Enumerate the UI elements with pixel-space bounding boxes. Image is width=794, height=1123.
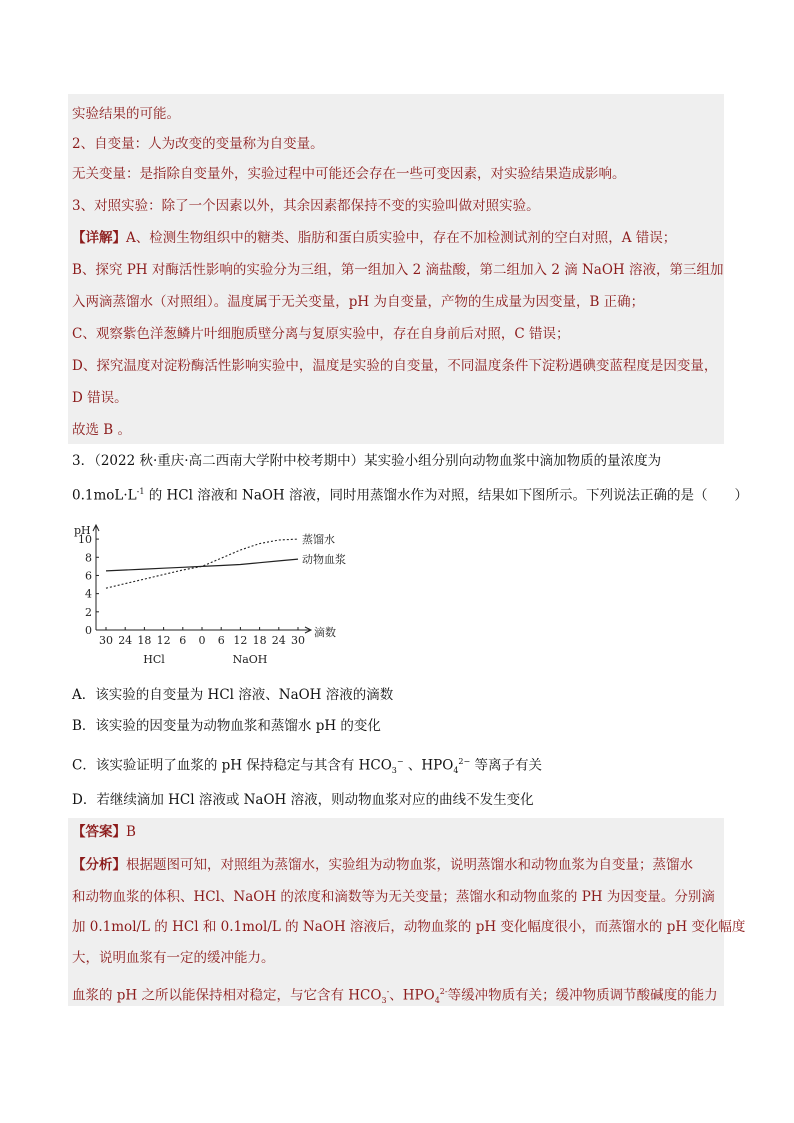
detail-text: A、检测生物组织中的糖类、脂肪和蛋白质实验中，存在不加检测试剂的空白对照，A 错误； (126, 230, 677, 246)
group-label-hcl: HCl (143, 653, 165, 666)
hco3-subscript: 3 (381, 996, 387, 1006)
analysis-line: C、观察紫色洋葱鳞片叶细胞质壁分离与复原实验中，存在自身前后对照，C 错误； (72, 326, 570, 342)
question-stem-2 (72, 482, 748, 506)
group-label-naoh: NaOH (232, 653, 268, 666)
answer-tag: 【答案】 (72, 824, 126, 840)
x-tick-label: 24 (118, 634, 133, 647)
series-label-plasma: 动物血浆 (302, 553, 346, 567)
concentration-exponent: -1 (136, 487, 145, 496)
y-tick-label: 2 (85, 605, 92, 619)
analysis-tag: 【分析】 (72, 857, 126, 873)
analysis-line (72, 855, 693, 875)
series-line-plasma (106, 559, 298, 571)
x-tick-label: 12 (156, 634, 171, 647)
analysis-text: 根据题图可知，对照组为蒸馏水，实验组为动物血浆，说明蒸馏水和动物血浆为自变量；蒸馏水 (126, 857, 693, 873)
hpo4-charge: 2− (458, 757, 471, 766)
detail-line (72, 228, 676, 248)
detail-tag: 【详解】 (72, 230, 126, 246)
x-tick-label: 24 (271, 634, 286, 647)
question-stem: 3．（2022 秋·重庆·高二西南大学附中校考期中）某实验小组分别向动物血浆中滴加物质的量浓度为 (72, 453, 662, 469)
x-tick-label: 30 (99, 634, 113, 647)
y-tick-label: 6 (85, 569, 92, 583)
analysis-line (72, 982, 718, 1011)
analysis-text: 、HPO (389, 987, 435, 1004)
option-b[interactable]: B．该实验的因变量为动物血浆和蒸馏水 pH 的变化 (72, 718, 381, 734)
option-a[interactable]: A．该实验的自变量为 HCl 溶液、NaOH 溶液的滴数 (72, 687, 394, 703)
analysis-line: D 错误。 (72, 390, 128, 406)
y-tick-label: 4 (85, 587, 92, 601)
hpo4-subscript: 4 (453, 766, 459, 776)
hco3-subscript: 3 (391, 766, 397, 776)
analysis-line: D、探究温度对淀粉酶活性影响实验中，温度是实验的自变量，不同温度条件下淀粉遇碘变蓝程度是因变量， (72, 358, 718, 374)
x-tick-label: 6 (217, 634, 225, 647)
x-tick-label: 12 (233, 634, 248, 647)
analysis-bottom-background (68, 818, 724, 1006)
question-stem-rest: 的 HCl 溶液和 NaOH 溶液，同时用蒸馏水作为对照，结果如下图所示。下列说法正确的是（ ） (144, 487, 748, 504)
analysis-line: 和动物血浆的体积、HCl、NaOH 的浓度和滴数等为无关变量；蒸馏水和动物血浆的 PH 为因变量。分别滴 (72, 889, 715, 905)
x-tick-label: 18 (137, 634, 152, 647)
option-c[interactable] (72, 752, 542, 781)
y-tick-label: 10 (78, 533, 92, 547)
answer-value: B (126, 824, 136, 840)
x-tick-label: 30 (291, 634, 305, 647)
analysis-text: 血浆的 pH 之所以能保持相对稳定，与它含有 HCO (72, 987, 382, 1004)
analysis-line: 2、自变量：人为改变的变量称为自变量。 (72, 136, 324, 152)
option-c-text-2: 、HPO (403, 757, 454, 774)
answer-line (72, 822, 136, 842)
analysis-line: 故选 B 。 (72, 422, 132, 438)
series-label-water: 蒸馏水 (302, 533, 335, 547)
analysis-line: 入两滴蒸馏水（对照组）。温度属于无关变量，pH 为自变量，产物的生成量为因变量，B 正确； (72, 294, 645, 310)
x-axis-label: 滴数 (314, 626, 336, 639)
analysis-line: 加 0.1mol/L 的 HCl 和 0.1mol/L 的 NaOH 溶液后，动物血浆的 pH 变化幅度很小，而蒸馏水的 pH 变化幅度 (72, 919, 746, 935)
x-tick-label: 18 (252, 634, 267, 647)
hco3-charge: - (386, 987, 390, 996)
x-tick-label: 6 (179, 634, 187, 647)
option-c-text: C．该实验证明了血浆的 pH 保持稳定与其含有 HCO (72, 757, 392, 774)
analysis-line: 实验结果的可能。 (72, 106, 180, 122)
series-line-water (106, 539, 298, 588)
analysis-line: 3、对照实验：除了一个因素以外，其余因素都保持不变的实验叫做对照实验。 (72, 198, 540, 214)
hco3-charge: − (396, 757, 404, 766)
analysis-text: 等缓冲物质有关；缓冲物质调节酸碱度的能力 (447, 987, 718, 1004)
option-c-text-3: 等离子有关 (470, 757, 542, 774)
x-tick-label: 0 (198, 634, 206, 647)
analysis-line: 无关变量：是指除自变量外，实验过程中可能还会存在一些可变因素，对实验结果造成影响。 (72, 166, 626, 182)
option-d[interactable]: D．若继续滴加 HCl 溶液或 NaOH 溶液，则动物血浆对应的曲线不发生变化 (72, 792, 534, 808)
hpo4-subscript: 4 (434, 996, 440, 1006)
ph-chart (70, 518, 346, 670)
analysis-line: 大，说明血浆有一定的缓冲能力。 (72, 950, 275, 966)
concentration-text: 0.1moL·L (72, 487, 137, 504)
y-tick-label: 0 (85, 624, 92, 637)
hpo4-charge: 2- (439, 987, 448, 996)
y-axis-label: pH (74, 524, 91, 537)
y-tick-label: 8 (85, 551, 92, 565)
analysis-line: B、探究 PH 对酶活性影响的实验分为三组，第一组加入 2 滴盐酸，第二组加入 2 滴 NaOH 溶液，第三组加 (72, 262, 724, 278)
